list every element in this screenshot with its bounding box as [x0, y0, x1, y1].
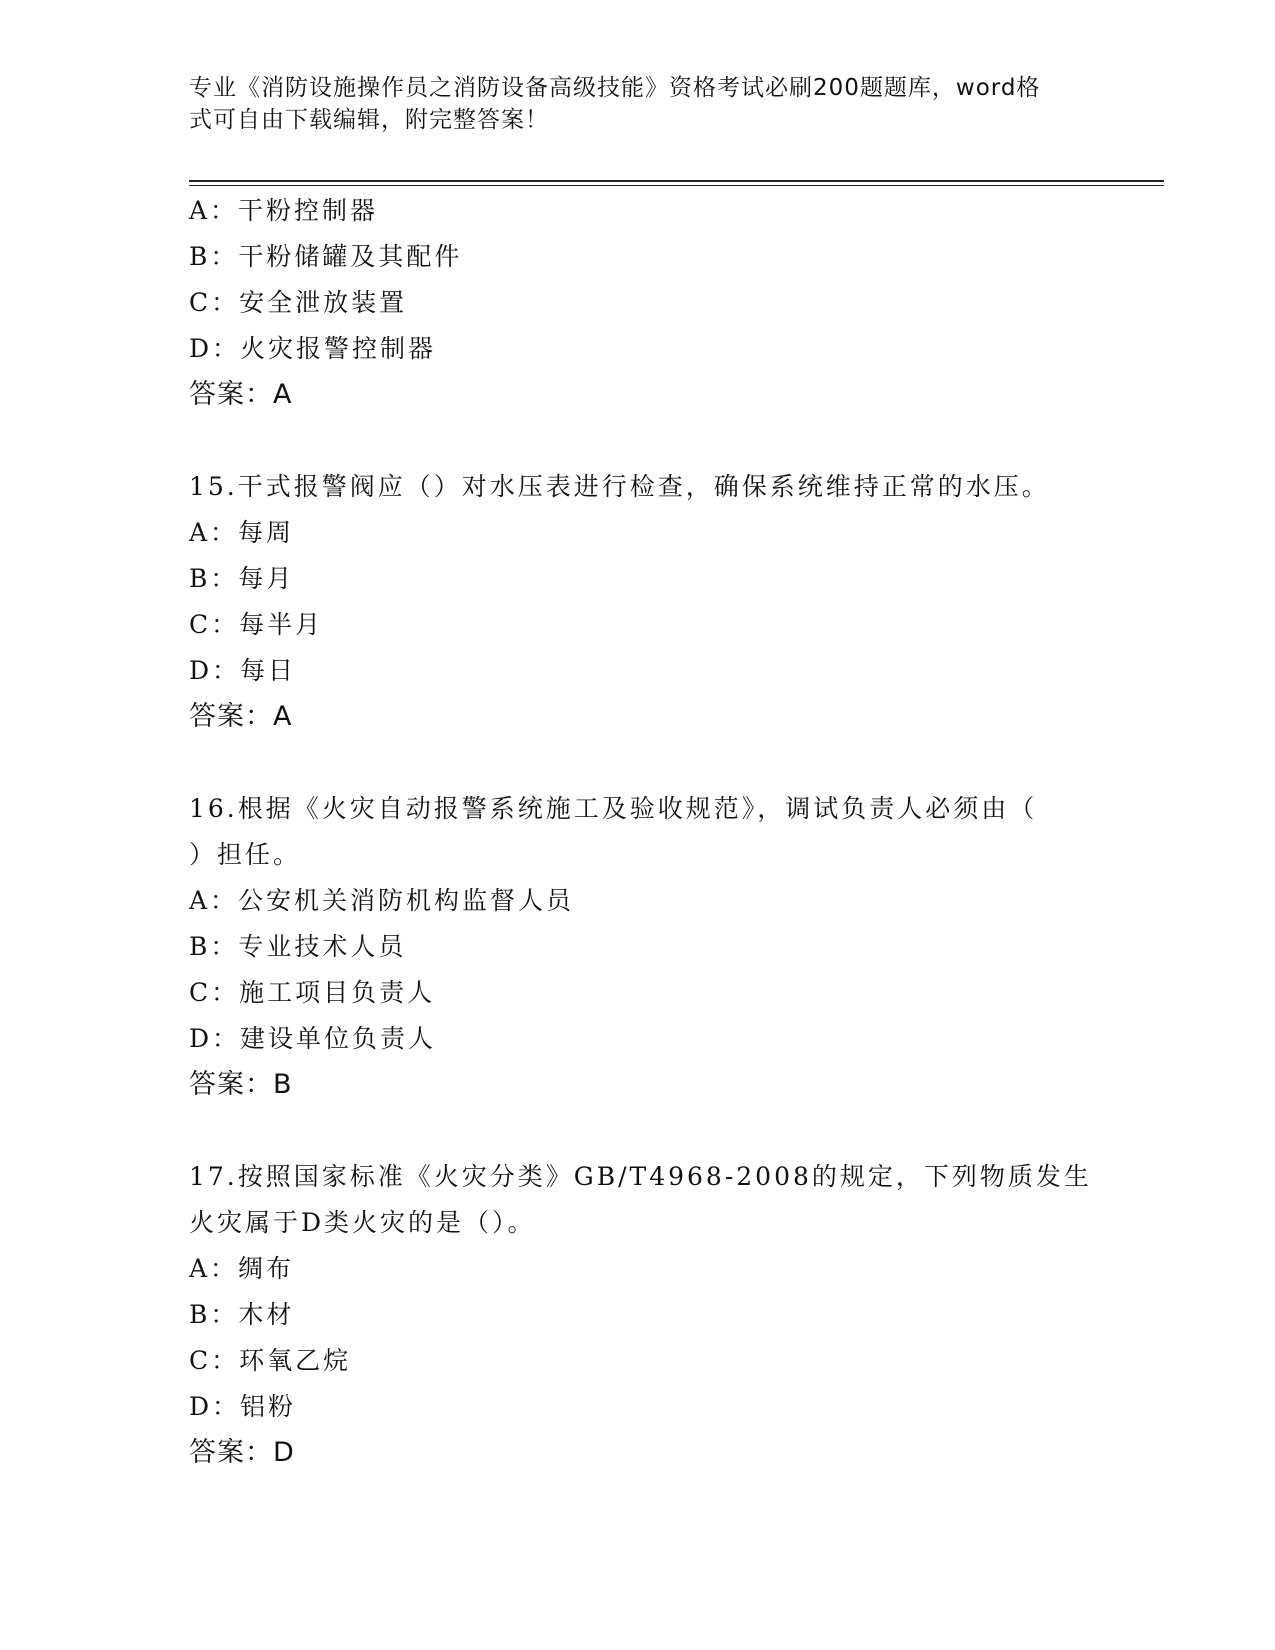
- option-c: C：施工项目负责人: [189, 978, 436, 1007]
- header-divider-thick: [189, 180, 1164, 182]
- option-b: B：专业技术人员: [189, 932, 407, 961]
- option-b: B：干粉储罐及其配件: [189, 242, 463, 271]
- question-stem-line-1: 16.根据《火灾自动报警系统施工及验收规范》，调试负责人必须由（: [189, 794, 1038, 823]
- option-c: C：安全泄放装置: [189, 288, 408, 317]
- option-c: C：环氧乙烷: [189, 1346, 352, 1375]
- spacer: [189, 418, 1089, 464]
- option-b: B：每月: [189, 564, 295, 593]
- option-d: D：铝粉: [189, 1392, 297, 1421]
- question-stem: 15.干式报警阀应（）对水压表进行检查，确保系统维持正常的水压。: [189, 472, 1050, 501]
- question-14: [189, 188, 1089, 418]
- answer: 答案：A: [189, 701, 293, 732]
- question-16: [189, 786, 1089, 1108]
- question-15: [189, 464, 1089, 740]
- option-d: D：火灾报警控制器: [189, 334, 437, 363]
- header-divider-thin: [189, 185, 1164, 186]
- spacer: [189, 740, 1089, 786]
- document-header: [189, 72, 1089, 136]
- answer: 答案：D: [189, 1437, 295, 1468]
- option-a: A：每周: [189, 518, 295, 547]
- option-a: A：绸布: [189, 1254, 295, 1283]
- question-stem-line-2: 火灾属于D类火灾的是（）。: [189, 1208, 536, 1237]
- question-list: [189, 188, 1092, 1476]
- question-17: [189, 1154, 1092, 1476]
- option-d: D：每日: [189, 656, 297, 685]
- question-stem-line-2: ）担任。: [189, 840, 302, 869]
- header-line-2: 式可自由下载编辑，附完整答案！: [189, 107, 549, 133]
- option-a: A：公安机关消防机构监督人员: [189, 886, 575, 915]
- option-d: D：建设单位负责人: [189, 1024, 437, 1053]
- spacer: [189, 1108, 1089, 1154]
- option-a: A：干粉控制器: [189, 196, 379, 225]
- header-line-1: 专业《消防设施操作员之消防设备高级技能》资格考试必刷200题题库，word格: [189, 75, 1041, 101]
- answer: 答案：B: [189, 1069, 293, 1100]
- answer: 答案：A: [189, 379, 293, 410]
- option-b: B：木材: [189, 1300, 295, 1329]
- question-stem-line-1: 17.按照国家标准《火灾分类》GB/T4968-2008的规定，下列物质发生: [189, 1162, 1092, 1191]
- option-c: C：每半月: [189, 610, 324, 639]
